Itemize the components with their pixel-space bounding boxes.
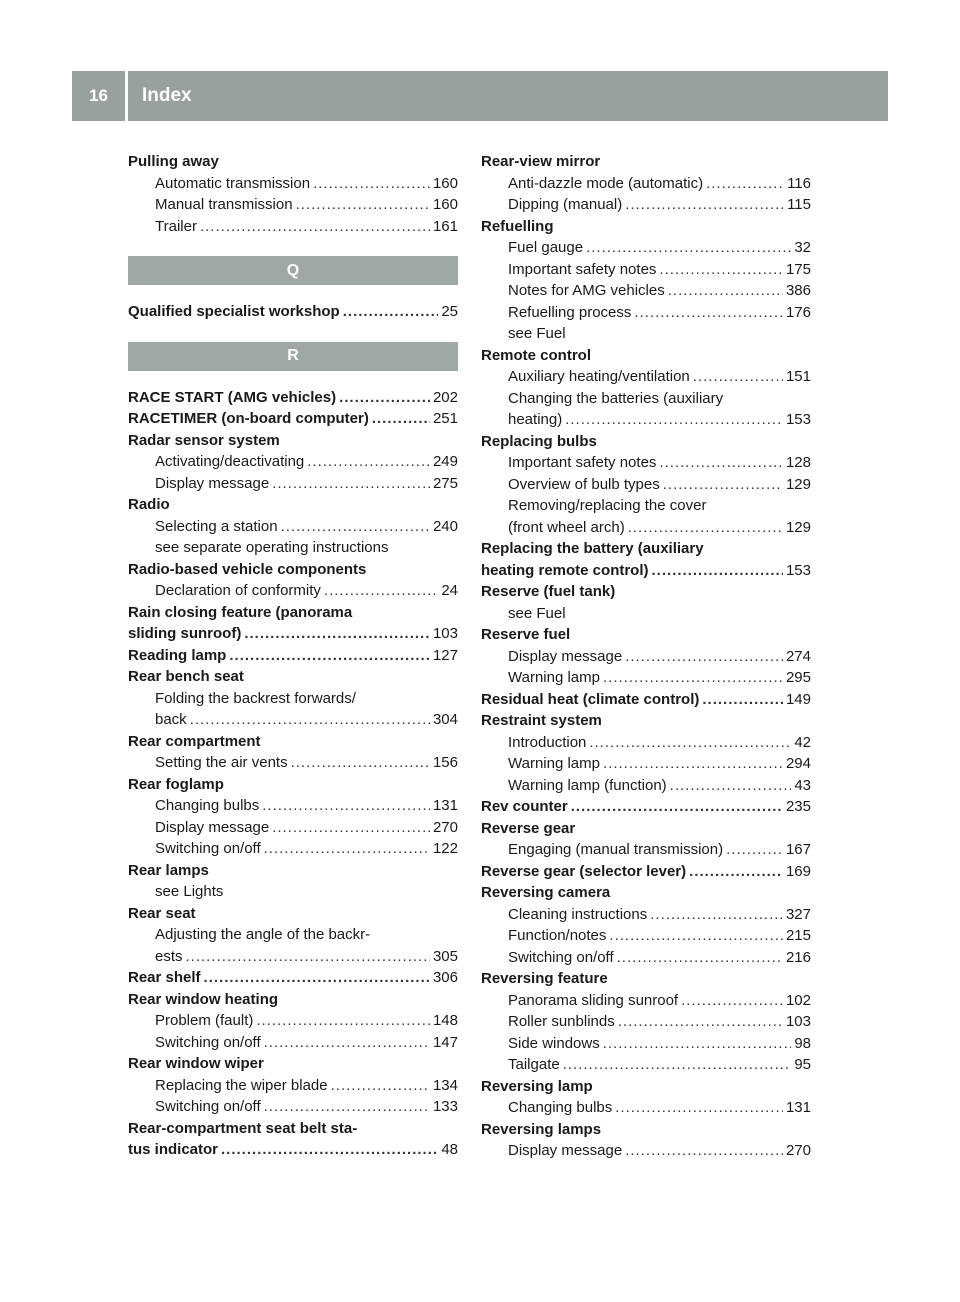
dot-leader xyxy=(221,1139,438,1161)
dot-leader xyxy=(313,173,430,195)
page-reference: 131 xyxy=(432,797,458,814)
page-reference: 240 xyxy=(432,517,458,535)
entry-text: Changing bulbs xyxy=(508,1099,613,1116)
dot-leader xyxy=(603,753,783,775)
page-reference: 151 xyxy=(785,368,811,385)
page-reference: 175 xyxy=(785,260,811,278)
page-reference: 95 xyxy=(794,1056,811,1073)
index-entry xyxy=(481,861,811,883)
index-column-right xyxy=(481,151,811,1162)
index-subentry xyxy=(481,1140,811,1162)
entry-text: Changing bulbs xyxy=(155,797,260,814)
dot-leader xyxy=(652,560,783,582)
dot-leader xyxy=(625,194,784,216)
index-entry xyxy=(128,860,458,882)
entry-text: Refuelling process xyxy=(508,303,632,321)
dot-leader xyxy=(256,1010,430,1032)
page-reference: 153 xyxy=(785,561,811,579)
dot-leader xyxy=(689,861,783,883)
section-heading: R xyxy=(128,342,458,371)
index-entry xyxy=(128,430,458,452)
entry-text: Display message xyxy=(508,1142,623,1159)
index-entry xyxy=(481,345,811,367)
index-subentry xyxy=(481,323,811,345)
entry-text: Reversing feature xyxy=(481,970,608,987)
index-subentry xyxy=(128,216,458,238)
page-reference: 43 xyxy=(794,776,811,794)
dot-leader xyxy=(618,1011,783,1033)
entry-text: Manual transmission xyxy=(155,196,293,213)
page-reference: 270 xyxy=(432,818,458,836)
entry-text: Introduction xyxy=(508,733,587,751)
dot-leader xyxy=(244,623,430,645)
index-subentry xyxy=(128,580,458,602)
entry-text: see separate operating instructions xyxy=(155,539,389,556)
entry-text: Reserve fuel xyxy=(481,626,571,643)
dot-leader xyxy=(634,302,783,324)
dot-leader xyxy=(650,904,783,926)
page-reference: 176 xyxy=(785,303,811,321)
entry-text: Roller sunblinds xyxy=(508,1013,615,1030)
page-reference: 249 xyxy=(432,453,458,470)
index-subentry xyxy=(128,473,458,495)
page-reference: 128 xyxy=(785,454,811,471)
index-entry xyxy=(128,301,458,323)
entry-text: Reverse gear xyxy=(481,819,576,837)
index-subentry xyxy=(481,194,811,216)
section-heading: Q xyxy=(128,256,458,285)
index-subentry xyxy=(481,925,811,947)
index-subentry xyxy=(481,474,811,496)
index-subentry xyxy=(481,495,811,517)
page-reference: 215 xyxy=(785,927,811,944)
index-entry xyxy=(128,623,458,645)
entry-text: Remote control xyxy=(481,346,592,364)
page-reference: 32 xyxy=(794,239,811,256)
entry-text: Warning lamp xyxy=(508,755,600,772)
page-title: Index xyxy=(142,85,192,106)
page-reference: 149 xyxy=(785,690,811,708)
dot-leader xyxy=(617,947,783,969)
entry-text: Adjusting the angle of the backr- xyxy=(155,926,371,943)
page-reference: 134 xyxy=(432,1076,458,1094)
entry-text: Overview of bulb types xyxy=(508,475,660,493)
dot-leader xyxy=(186,946,430,968)
index-subentry xyxy=(481,280,811,302)
index-subentry xyxy=(481,173,811,195)
dot-leader xyxy=(702,689,783,711)
dot-leader xyxy=(262,795,430,817)
page-reference: 131 xyxy=(785,1099,811,1116)
entry-text: heating remote control) xyxy=(481,561,649,579)
page-header xyxy=(72,71,888,121)
index-subentry xyxy=(481,366,811,388)
dot-leader xyxy=(681,990,783,1012)
entry-text: Rear bench seat xyxy=(128,668,244,685)
index-entry xyxy=(481,968,811,990)
page-reference: 295 xyxy=(785,669,811,686)
entry-text: Display message xyxy=(508,647,623,665)
entry-text: Switching on/off xyxy=(155,1098,261,1115)
entry-text: Residual heat (climate control) xyxy=(481,690,700,708)
entry-text: Rear compartment xyxy=(128,732,261,750)
dot-leader xyxy=(628,517,783,539)
index-entry xyxy=(128,1139,458,1161)
index-subentry xyxy=(481,1011,811,1033)
index-subentry xyxy=(128,752,458,774)
entry-text: Reversing lamp xyxy=(481,1077,593,1095)
entry-text: Rear shelf xyxy=(128,969,201,986)
entry-text: Dipping (manual) xyxy=(508,196,623,213)
page-reference: 116 xyxy=(787,174,811,192)
dot-leader xyxy=(291,752,430,774)
index-subentry xyxy=(128,817,458,839)
entry-text: Replacing the wiper blade xyxy=(155,1076,328,1094)
page-reference: 48 xyxy=(441,1141,458,1158)
entry-text: Rain closing feature (panorama xyxy=(128,603,353,621)
index-subentry xyxy=(128,709,458,731)
index-entry xyxy=(481,151,811,173)
index-entry xyxy=(481,796,811,818)
index-subentry xyxy=(481,667,811,689)
entry-text: Important safety notes xyxy=(508,454,657,471)
entry-text: Activating/deactivating xyxy=(155,453,305,470)
dot-leader xyxy=(659,452,783,474)
page-reference: 147 xyxy=(432,1033,458,1051)
index-entry xyxy=(128,494,458,516)
entry-text: Changing the batteries (auxiliary xyxy=(508,389,724,407)
index-subentry xyxy=(128,795,458,817)
dot-leader xyxy=(663,474,783,496)
page-reference: 25 xyxy=(441,303,458,320)
entry-text: Replacing bulbs xyxy=(481,432,597,450)
index-entry xyxy=(481,689,811,711)
page-reference: 327 xyxy=(785,905,811,923)
entry-text: Replacing the battery (auxiliary xyxy=(481,540,704,557)
page-reference: 161 xyxy=(432,217,458,235)
index-subentry xyxy=(481,753,811,775)
dot-leader xyxy=(670,775,792,797)
dot-leader xyxy=(615,1097,783,1119)
entry-text: Important safety notes xyxy=(508,260,657,278)
index-subentry xyxy=(481,947,811,969)
index-entry xyxy=(481,1119,811,1141)
entry-text: Reserve (fuel tank) xyxy=(481,583,616,600)
page-reference: 102 xyxy=(785,991,811,1009)
page-reference: 129 xyxy=(785,475,811,493)
entry-text: Radar sensor system xyxy=(128,431,280,449)
entry-text: Qualified specialist workshop xyxy=(128,303,340,320)
index-subentry xyxy=(481,388,811,410)
dot-leader xyxy=(659,259,783,281)
dot-leader xyxy=(264,1096,430,1118)
page-reference: 156 xyxy=(432,754,458,771)
index-subentry xyxy=(128,1075,458,1097)
dot-leader xyxy=(343,301,439,323)
index-entry xyxy=(128,408,458,430)
index-subentry xyxy=(481,603,811,625)
index-subentry xyxy=(481,452,811,474)
index-entry xyxy=(481,216,811,238)
index-subentry xyxy=(481,1054,811,1076)
entry-text: Rear lamps xyxy=(128,861,209,879)
entry-text: Panorama sliding sunroof xyxy=(508,991,679,1009)
entry-text: Switching on/off xyxy=(155,840,261,857)
dot-leader xyxy=(307,451,430,473)
index-subentry xyxy=(481,409,811,431)
page-reference: 103 xyxy=(785,1013,811,1030)
page-reference: 133 xyxy=(432,1098,458,1115)
page-reference: 294 xyxy=(785,755,811,772)
index-subentry xyxy=(481,775,811,797)
entry-text: RACETIMER (on-board computer) xyxy=(128,410,369,427)
index-entry xyxy=(128,151,458,173)
entry-text: Side windows xyxy=(508,1034,600,1052)
page-reference: 235 xyxy=(785,798,811,815)
index-subentry xyxy=(128,516,458,538)
entry-text: Trailer xyxy=(155,217,197,235)
entry-text: Display message xyxy=(155,818,270,836)
entry-text: Reading lamp xyxy=(128,646,227,664)
index-subentry xyxy=(481,259,811,281)
page-reference: 129 xyxy=(785,518,811,536)
index-subentry xyxy=(481,990,811,1012)
index-entry xyxy=(128,1053,458,1075)
entry-text: Rear seat xyxy=(128,904,196,922)
index-entry xyxy=(481,882,811,904)
index-entry xyxy=(128,666,458,688)
entry-text: Problem (fault) xyxy=(155,1012,254,1029)
page-reference: 270 xyxy=(785,1142,811,1159)
index-subentry xyxy=(128,537,458,559)
entry-text: Auxiliary heating/ventilation xyxy=(508,368,690,385)
index-entry xyxy=(128,903,458,925)
entry-text: (front wheel arch) xyxy=(508,518,625,536)
dot-leader xyxy=(589,732,791,754)
dot-leader xyxy=(331,1075,430,1097)
entry-text: Rear window heating xyxy=(128,990,279,1008)
index-subentry xyxy=(481,646,811,668)
entry-text: RACE START (AMG vehicles) xyxy=(128,388,337,406)
page-reference: 153 xyxy=(785,411,811,428)
index-entry xyxy=(481,624,811,646)
page-reference: 251 xyxy=(432,410,458,427)
entry-text: Fuel gauge xyxy=(508,239,584,256)
page-reference: 216 xyxy=(785,948,811,966)
entry-text: Reversing lamps xyxy=(481,1120,602,1138)
entry-text: Restraint system xyxy=(481,712,602,729)
dot-leader xyxy=(706,173,784,195)
index-entry xyxy=(128,602,458,624)
page-reference: 305 xyxy=(432,947,458,965)
dot-leader xyxy=(625,646,783,668)
page-reference: 274 xyxy=(785,647,811,665)
dot-leader xyxy=(625,1140,783,1162)
dot-leader xyxy=(204,967,430,989)
entry-text: Radio xyxy=(128,496,170,513)
entry-text: Removing/replacing the cover xyxy=(508,497,707,514)
index-entry xyxy=(128,774,458,796)
entry-text: heating) xyxy=(508,411,563,428)
entry-text: sliding sunroof) xyxy=(128,625,242,642)
index-subentry xyxy=(128,1010,458,1032)
index-subentry xyxy=(128,1096,458,1118)
entry-text: Display message xyxy=(155,474,270,492)
dot-leader xyxy=(726,839,783,861)
entry-text: Rev counter xyxy=(481,798,568,815)
page-reference: 202 xyxy=(432,388,458,406)
entry-text: Notes for AMG vehicles xyxy=(508,282,665,299)
index-entry xyxy=(481,538,811,560)
page-number: 16 xyxy=(89,86,108,105)
page-reference: 160 xyxy=(432,174,458,192)
dot-leader xyxy=(190,709,430,731)
entry-text: Rear window wiper xyxy=(128,1055,264,1072)
index-subentry xyxy=(481,839,811,861)
entry-text: see Lights xyxy=(155,883,224,900)
entry-text: Rear-compartment seat belt sta- xyxy=(128,1119,358,1137)
entry-text: Function/notes xyxy=(508,927,607,944)
entry-text: Rear foglamp xyxy=(128,775,224,793)
index-entry xyxy=(128,559,458,581)
index-subentry xyxy=(481,1097,811,1119)
index-subentry xyxy=(128,838,458,860)
index-subentry xyxy=(481,302,811,324)
dot-leader xyxy=(296,194,430,216)
page-reference: 127 xyxy=(432,646,458,664)
index-subentry xyxy=(481,732,811,754)
index-subentry xyxy=(481,1033,811,1055)
index-subentry xyxy=(481,517,811,539)
page-reference: 306 xyxy=(432,969,458,986)
entry-text: Folding the backrest forwards/ xyxy=(155,689,356,707)
entry-text: Cleaning instructions xyxy=(508,905,648,923)
entry-text: Setting the air vents xyxy=(155,754,288,771)
index-entry xyxy=(481,818,811,840)
page-reference: 160 xyxy=(432,196,458,213)
entry-text: Selecting a station xyxy=(155,517,278,535)
page-reference: 148 xyxy=(432,1012,458,1029)
entry-text: tus indicator xyxy=(128,1141,219,1158)
index-column-left xyxy=(128,151,458,1161)
page-reference: 42 xyxy=(794,733,811,751)
entry-text: back xyxy=(155,711,187,728)
index-entry xyxy=(128,989,458,1011)
page-reference: 169 xyxy=(785,862,811,880)
entry-text: Warning lamp (function) xyxy=(508,776,667,794)
page-reference: 115 xyxy=(787,196,811,213)
header-divider xyxy=(125,71,128,121)
index-subentry xyxy=(128,194,458,216)
dot-leader xyxy=(565,409,783,431)
dot-leader xyxy=(264,838,430,860)
index-subentry xyxy=(128,924,458,946)
dot-leader xyxy=(339,387,430,409)
entry-text: Anti-dazzle mode (automatic) xyxy=(508,174,704,192)
entry-text: Switching on/off xyxy=(155,1033,261,1051)
dot-leader xyxy=(603,1033,792,1055)
page-reference: 24 xyxy=(441,582,458,599)
dot-leader xyxy=(603,667,783,689)
dot-leader xyxy=(272,817,430,839)
page-reference: 167 xyxy=(785,841,811,858)
index-entry xyxy=(481,431,811,453)
dot-leader xyxy=(200,216,430,238)
index-subentry xyxy=(128,1032,458,1054)
dot-leader xyxy=(609,925,783,947)
index-subentry xyxy=(481,237,811,259)
index-entry xyxy=(128,731,458,753)
entry-text: Declaration of conformity xyxy=(155,582,321,599)
index-subentry xyxy=(128,688,458,710)
index-subentry xyxy=(128,451,458,473)
index-subentry xyxy=(128,173,458,195)
dot-leader xyxy=(229,645,430,667)
index-subentry xyxy=(481,904,811,926)
dot-leader xyxy=(586,237,791,259)
index-entry xyxy=(128,967,458,989)
dot-leader xyxy=(372,408,430,430)
index-entry xyxy=(128,387,458,409)
entry-text: see Fuel xyxy=(508,325,566,342)
entry-text: Reverse gear (selector lever) xyxy=(481,862,687,880)
page-reference: 304 xyxy=(432,711,458,728)
entry-text: Tailgate xyxy=(508,1056,560,1073)
entry-text: Refuelling xyxy=(481,217,554,235)
index-entry xyxy=(128,645,458,667)
entry-text: Pulling away xyxy=(128,153,219,170)
index-entry xyxy=(481,710,811,732)
page-reference: 98 xyxy=(794,1034,811,1052)
dot-leader xyxy=(324,580,438,602)
index-entry xyxy=(128,1118,458,1140)
entry-text: Radio-based vehicle components xyxy=(128,560,367,578)
page-reference: 122 xyxy=(432,840,458,857)
index-subentry xyxy=(128,946,458,968)
dot-leader xyxy=(571,796,783,818)
dot-leader xyxy=(264,1032,430,1054)
entry-text: Rear-view mirror xyxy=(481,153,601,170)
dot-leader xyxy=(272,473,430,495)
page-reference: 386 xyxy=(785,282,811,299)
index-entry xyxy=(481,560,811,582)
index-entry xyxy=(481,581,811,603)
dot-leader xyxy=(668,280,783,302)
page-reference: 275 xyxy=(432,474,458,492)
dot-leader xyxy=(563,1054,792,1076)
entry-text: Switching on/off xyxy=(508,948,614,966)
index-entry xyxy=(481,1076,811,1098)
dot-leader xyxy=(693,366,783,388)
entry-text: ests xyxy=(155,947,183,965)
entry-text: Engaging (manual transmission) xyxy=(508,841,724,858)
dot-leader xyxy=(281,516,430,538)
page-reference: 103 xyxy=(432,625,458,642)
entry-text: Reversing camera xyxy=(481,884,611,901)
index-subentry xyxy=(128,881,458,903)
entry-text: Automatic transmission xyxy=(155,174,311,192)
entry-text: Warning lamp xyxy=(508,669,600,686)
entry-text: see Fuel xyxy=(508,604,566,622)
